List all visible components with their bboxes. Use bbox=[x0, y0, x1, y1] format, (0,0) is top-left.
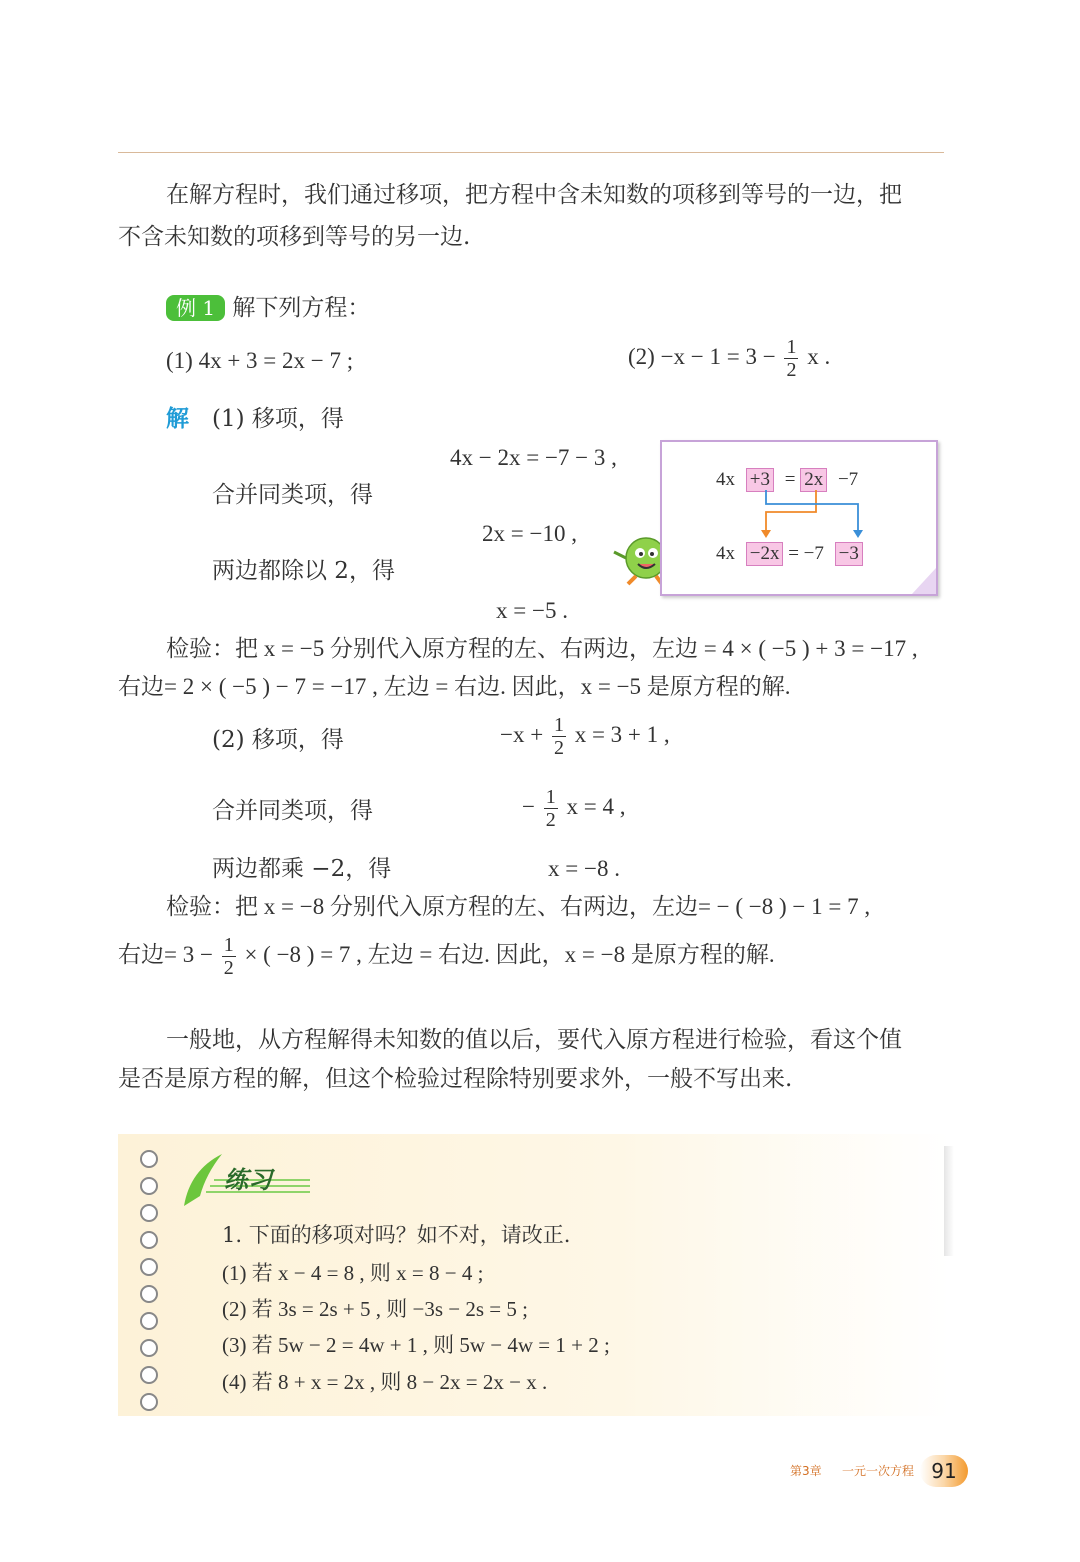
solution2-eq-1-fraction bbox=[552, 714, 566, 759]
solution2-eq-1 bbox=[500, 714, 670, 759]
arrow-orange-head bbox=[761, 530, 771, 538]
arrow-blue-head bbox=[853, 530, 863, 538]
header-rule bbox=[118, 152, 944, 153]
solution2-check-1: 检验：把 x = −8 分别代入原方程的左、右两边，左边= − ( −8 ) − 1 = 7 , bbox=[166, 894, 871, 919]
binder-ring bbox=[140, 1150, 158, 1168]
solution2-step-1: (2) 移项，得 bbox=[212, 727, 344, 753]
solution1-check-1: 检验：把 x = −5 分别代入原方程的左、右两边，左边 = 4 × ( −5 ) + 3 = −17 , bbox=[166, 636, 918, 661]
example-eq-2-pre: (2) −x − 1 = 3 − bbox=[628, 343, 776, 369]
diagram-r1-term-a: 4x bbox=[716, 469, 735, 490]
footer-chapter: 第3章 bbox=[790, 1464, 822, 1478]
diagram-r2-term-b: −2x bbox=[746, 542, 784, 566]
solution2-step-3: 两边都乘 −2，得 bbox=[212, 856, 392, 882]
solution2-check-2-fraction bbox=[222, 934, 236, 979]
practice-panel-edge bbox=[944, 1146, 954, 1256]
diagram-row-2 bbox=[716, 542, 863, 566]
solution1-step-2: 合并同类项，得 bbox=[212, 482, 373, 508]
fraction-numerator: 1 bbox=[545, 786, 556, 808]
binder-ring bbox=[140, 1177, 158, 1195]
diagram-r2-term-c: −3 bbox=[835, 542, 863, 566]
solution2-eq-2-post: x = 4 , bbox=[566, 793, 626, 819]
example-eq-1: (1) 4x + 3 = 2x − 7 ; bbox=[166, 348, 354, 373]
diagram-r1-term-d: −7 bbox=[837, 469, 859, 490]
solution1-eq-2: 2x = −10 , bbox=[482, 521, 577, 546]
binder-ring bbox=[140, 1285, 158, 1303]
intro-line-1: 在解方程时，我们通过移项，把方程中含未知数的项移到等号的一边，把 bbox=[166, 182, 902, 208]
practice-title: 练习 bbox=[224, 1166, 272, 1194]
diagram-r1-equals: = bbox=[784, 469, 796, 490]
binder-ring bbox=[140, 1366, 158, 1384]
general-line-1: 一般地，从方程解得未知数的值以后，要代入原方程进行检验，看这个值 bbox=[166, 1027, 902, 1053]
example-eq-2-post: x . bbox=[807, 343, 831, 369]
solution2-check-2 bbox=[118, 934, 775, 979]
binder-ring bbox=[140, 1339, 158, 1357]
solution2-check-2-pre: 右边= 3 − bbox=[118, 941, 213, 967]
diagram-r1-term-c: 2x bbox=[800, 468, 827, 492]
fraction-denominator: 2 bbox=[223, 957, 234, 979]
practice-item: (3) 若 5w − 2 = 4w + 1 , 则 5w − 4w = 1 + 2 ; bbox=[222, 1333, 610, 1357]
solution2-eq-1-post: x = 3 + 1 , bbox=[574, 721, 670, 747]
solution1-eq-3: x = −5 . bbox=[496, 598, 568, 623]
solution2-eq-2-pre: − bbox=[522, 793, 535, 819]
example-title: 解下列方程： bbox=[232, 295, 371, 321]
binder-ring bbox=[140, 1312, 158, 1330]
example-heading bbox=[166, 293, 370, 323]
diagram-r2-equals: = −7 bbox=[788, 543, 824, 564]
solution2-eq-2-fraction bbox=[544, 786, 558, 831]
solution-label: 解 bbox=[166, 405, 189, 432]
solution2-step-2: 合并同类项，得 bbox=[212, 798, 373, 824]
binder-ring bbox=[140, 1258, 158, 1276]
fraction-denominator: 2 bbox=[545, 809, 556, 831]
page-number: 91 bbox=[920, 1455, 968, 1487]
practice-item: (1) 若 x − 4 = 8 , 则 x = 8 − 4 ; bbox=[222, 1261, 484, 1285]
solution2-eq-2 bbox=[522, 786, 625, 831]
binder-ring bbox=[140, 1231, 158, 1249]
solution1-eq-1: 4x − 2x = −7 − 3 , bbox=[450, 445, 617, 470]
fraction-numerator: 1 bbox=[786, 336, 797, 358]
example-badge: 例 1 bbox=[166, 295, 225, 321]
general-line-2: 是否是原方程的解，但这个检验过程除特别要求外，一般不写出来. bbox=[118, 1066, 793, 1092]
fraction-numerator: 1 bbox=[553, 714, 564, 736]
transposition-diagram bbox=[660, 440, 938, 596]
solution1-step-3: 两边都除以 2，得 bbox=[212, 558, 395, 584]
solution2-check-2-post: × ( −8 ) = 7 , 左边 = 右边. 因此，x = −8 是原方程的解. bbox=[244, 941, 775, 967]
diagram-arrows bbox=[662, 442, 936, 594]
fraction-denominator: 2 bbox=[553, 737, 564, 759]
practice-item: (2) 若 3s = 2s + 5 , 则 −3s − 2s = 5 ; bbox=[222, 1297, 528, 1321]
footer-chapter-title: 一元一次方程 bbox=[842, 1464, 915, 1478]
fraction-denominator: 2 bbox=[786, 359, 797, 381]
solution2-eq-3: x = −8 . bbox=[548, 856, 620, 881]
solution1-check-2: 右边= 2 × ( −5 ) − 7 = −17 , 左边 = 右边. 因此，x = −5 是原方程的解. bbox=[118, 674, 791, 699]
intro-line-2: 不含未知数的项移到等号的另一边. bbox=[118, 224, 471, 250]
practice-question-1: 1. 下面的移项对吗？如不对，请改正. bbox=[222, 1223, 571, 1247]
solution2-eq-1-pre: −x + bbox=[500, 721, 544, 747]
binder-ring bbox=[140, 1393, 158, 1411]
example-eq-2 bbox=[628, 336, 830, 381]
fraction-numerator: 1 bbox=[223, 934, 234, 956]
page-curl bbox=[912, 568, 936, 594]
binder-ring bbox=[140, 1204, 158, 1222]
arrow-blue bbox=[766, 490, 858, 532]
arrow-orange bbox=[766, 490, 816, 532]
example-eq-2-fraction bbox=[784, 336, 798, 381]
practice-item: (4) 若 8 + x = 2x , 则 8 − 2x = 2x − x . bbox=[222, 1370, 548, 1394]
diagram-r1-term-b: +3 bbox=[746, 468, 774, 492]
solution1-step-1: (1) 移项，得 bbox=[212, 406, 344, 432]
diagram-r2-term-a: 4x bbox=[716, 543, 735, 564]
